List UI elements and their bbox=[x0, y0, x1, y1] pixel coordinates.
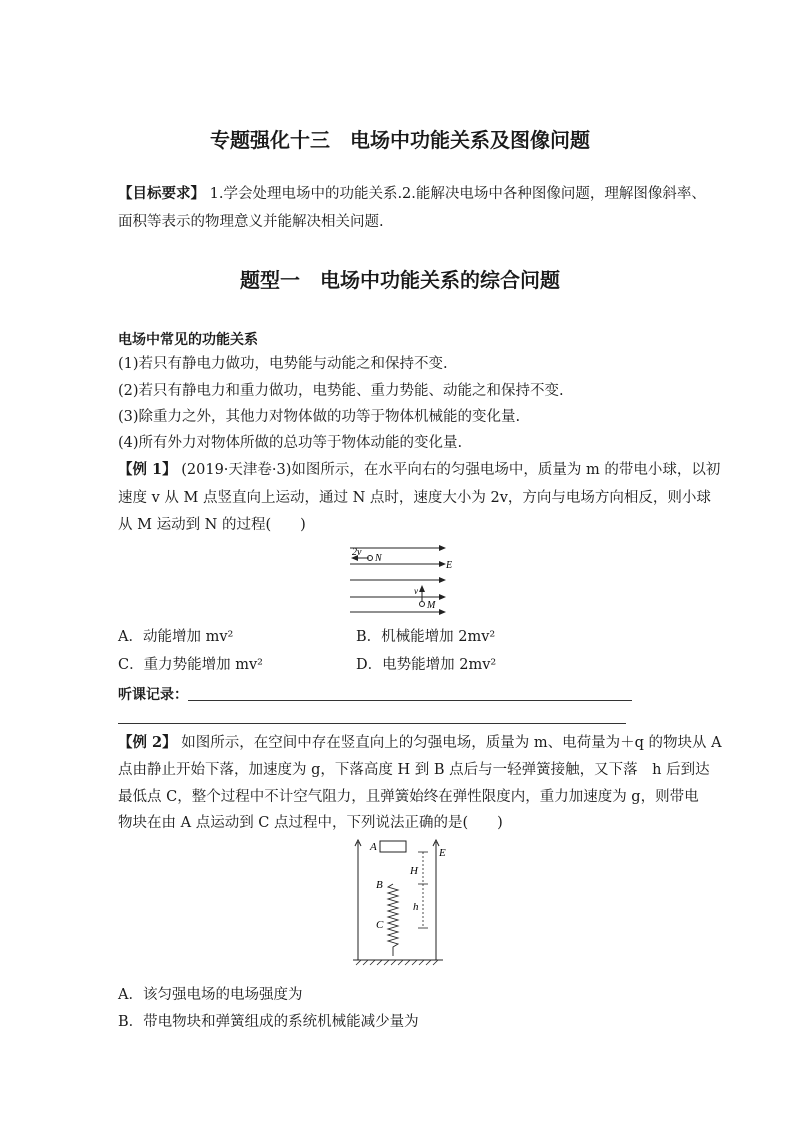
example2-spring-figure bbox=[348, 832, 458, 972]
example1-option-c: C．重力势能增加 mv² bbox=[118, 657, 263, 673]
example1-text-1: (2019·天津卷·3)如图所示，在水平向右的匀强电场中，质量为 m 的带电小球，以初 bbox=[181, 462, 721, 478]
example2-text-1: 如图所示，在空间中存在竖直向上的匀强电场，质量为 m、电荷量为＋q 的物块从 A bbox=[181, 735, 722, 751]
label-m: M bbox=[427, 600, 436, 611]
example2-line-3: 最低点 C，整个过程中不计空气阻力，且弹簧始终在弹性限度内，重力加速度为 g，则带电 bbox=[118, 789, 699, 805]
notes-label: 听课记录： bbox=[118, 687, 188, 703]
example1-field-figure bbox=[340, 540, 470, 618]
section-title: 题型一 电场中功能关系的综合问题 bbox=[240, 268, 560, 292]
relation-4: (4)所有外力对物体所做的总功等于物体动能的变化量. bbox=[118, 435, 463, 451]
example1-line-2: 速度 v 从 M 点竖直向上运动，通过 N 点时，速度大小为 2v，方向与电场方向相反，则小球 bbox=[118, 490, 711, 506]
label-n: N bbox=[375, 553, 382, 564]
label-b: B bbox=[376, 879, 383, 891]
label-h-lower: h bbox=[413, 901, 419, 913]
label-2v: 2v bbox=[352, 547, 362, 558]
example2-line-1 bbox=[118, 731, 722, 755]
label-e: E bbox=[439, 847, 446, 859]
example2-option-a: A．该匀强电场的电场强度为 bbox=[118, 987, 303, 1003]
example2-option-b: B．带电物块和弹簧组成的系统机械能减少量为 bbox=[118, 1014, 419, 1030]
example1-option-a: A．动能增加 mv² bbox=[118, 629, 234, 645]
ground-hatch bbox=[356, 960, 438, 965]
label-v: v bbox=[414, 586, 418, 596]
example1-option-d: D．电势能增加 2mv² bbox=[356, 657, 497, 673]
example1-option-b: B．机械能增加 2mv² bbox=[356, 629, 496, 645]
notes-line-1[interactable] bbox=[188, 700, 632, 701]
relation-3: (3)除重力之外，其他力对物体做的功等于物体机械能的变化量. bbox=[118, 409, 521, 425]
example1-line-1 bbox=[118, 458, 720, 482]
point-m-ball bbox=[420, 602, 425, 607]
label-h-upper: H bbox=[410, 865, 418, 877]
example1-line-3: 从 M 运动到 N 的过程( ) bbox=[118, 517, 306, 533]
goal-line-2: 面积等表示的物理意义并能解决相关问题. bbox=[118, 214, 384, 230]
example2-line-4: 物块在由 A 点运动到 C 点过程中，下列说法正确的是( ) bbox=[118, 815, 503, 831]
example1-label: 【例 1】 bbox=[118, 461, 177, 478]
subheading: 电场中常见的功能关系 bbox=[118, 332, 258, 348]
main-title: 专题强化十三 电场中功能关系及图像问题 bbox=[210, 128, 590, 152]
goal-paragraph bbox=[118, 182, 706, 206]
notes-line-2[interactable] bbox=[118, 723, 626, 724]
example2-label: 【例 2】 bbox=[118, 734, 177, 751]
goal-label: 【目标要求】 bbox=[118, 185, 205, 202]
block-a bbox=[380, 841, 406, 852]
relation-2: (2)若只有静电力和重力做功，电势能、重力势能、动能之和保持不变. bbox=[118, 383, 564, 399]
label-a: A bbox=[370, 841, 377, 853]
label-e: E bbox=[446, 560, 453, 571]
dimension-markers bbox=[418, 852, 428, 928]
goal-line-1: 1.学会处理电场中的功能关系.2.能解决电场中各种图像问题，理解图像斜率、 bbox=[209, 186, 706, 202]
spring bbox=[388, 884, 398, 956]
relation-1: (1)若只有静电力做功，电势能与动能之和保持不变. bbox=[118, 356, 448, 372]
example2-line-2: 点由静止开始下落，加速度为 g，下落高度 H 到 B 点后与一轻弹簧接触，又下落 h 后到达 bbox=[118, 762, 710, 778]
label-c: C bbox=[376, 919, 384, 931]
